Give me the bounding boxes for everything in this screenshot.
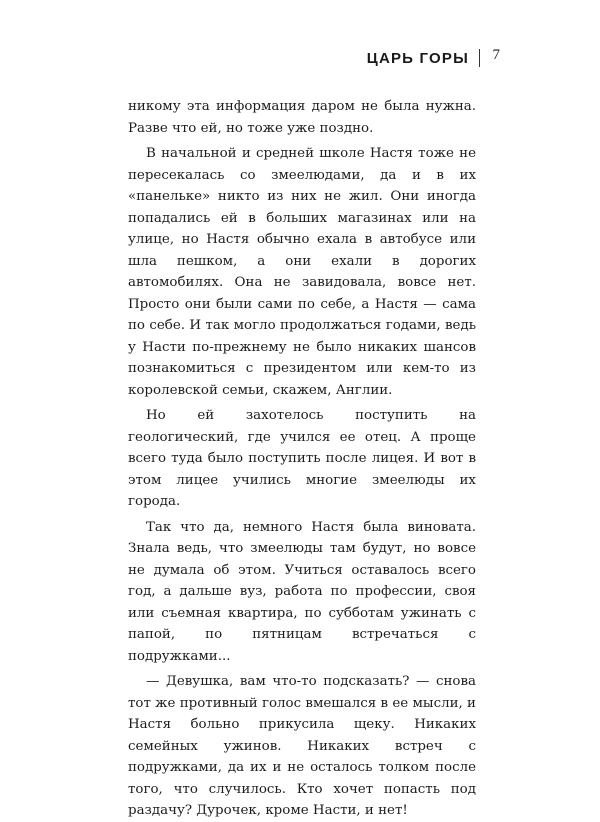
paragraph-continuation: никому эта информация даром не была нужна. Разве что ей, но тоже уже поздно. xyxy=(128,99,476,136)
paragraph: Так что да, немного Настя была виновата. Знала ведь, что змеелюды там будут, но вовсе не думала об этом. Учиться оставалось всего год, а дальше вуз, работа по профессии, своя или съемная квартира, по субботам ужинать с папой, по пятницам встречаться с подружками... xyxy=(128,519,476,664)
paragraph-dialogue: — Девушка, вам что-то подсказать? — снова тот же противный голос вмешался в ее мысли, и Настя больно прикусила щеку. Никаких семейных ужинов. Никаких встреч с подружками, да их и не осталось толком после того, что случилось. Кто хочет попасть под раздачу? Дурочек, кроме Насти, и нет! xyxy=(128,674,476,818)
running-title: ЦАРЬ ГОРЫ xyxy=(366,49,469,67)
body-text xyxy=(128,96,476,822)
page-number: 7 xyxy=(492,47,500,63)
paragraph: Но ей захотелось поступить на геологический, где учился ее отец. А проще всего туда было поступить после лицея. И вот в этом лицее учились многие змеелюды их города. xyxy=(128,408,476,509)
header-divider xyxy=(479,49,480,67)
running-head xyxy=(366,46,500,70)
paragraph: В начальной и средней школе Настя тоже не пересекалась со змеелюдами, да и в их «панельке» никто из них не жил. Они иногда попадались ей в больших магазинах или на улице, но Настя обычно ехала в автобусе или шла пешком, а они ехали в дорогих автомобилях. Она не завидовала, вовсе нет. Просто они были сами по себе, а Настя — сама по себе. И так могло продолжаться годами, ведь у Насти по-прежнему не было никаких шансов познакомиться с президентом или кем-то из королевской семьи, скажем, Англии. xyxy=(128,146,476,398)
